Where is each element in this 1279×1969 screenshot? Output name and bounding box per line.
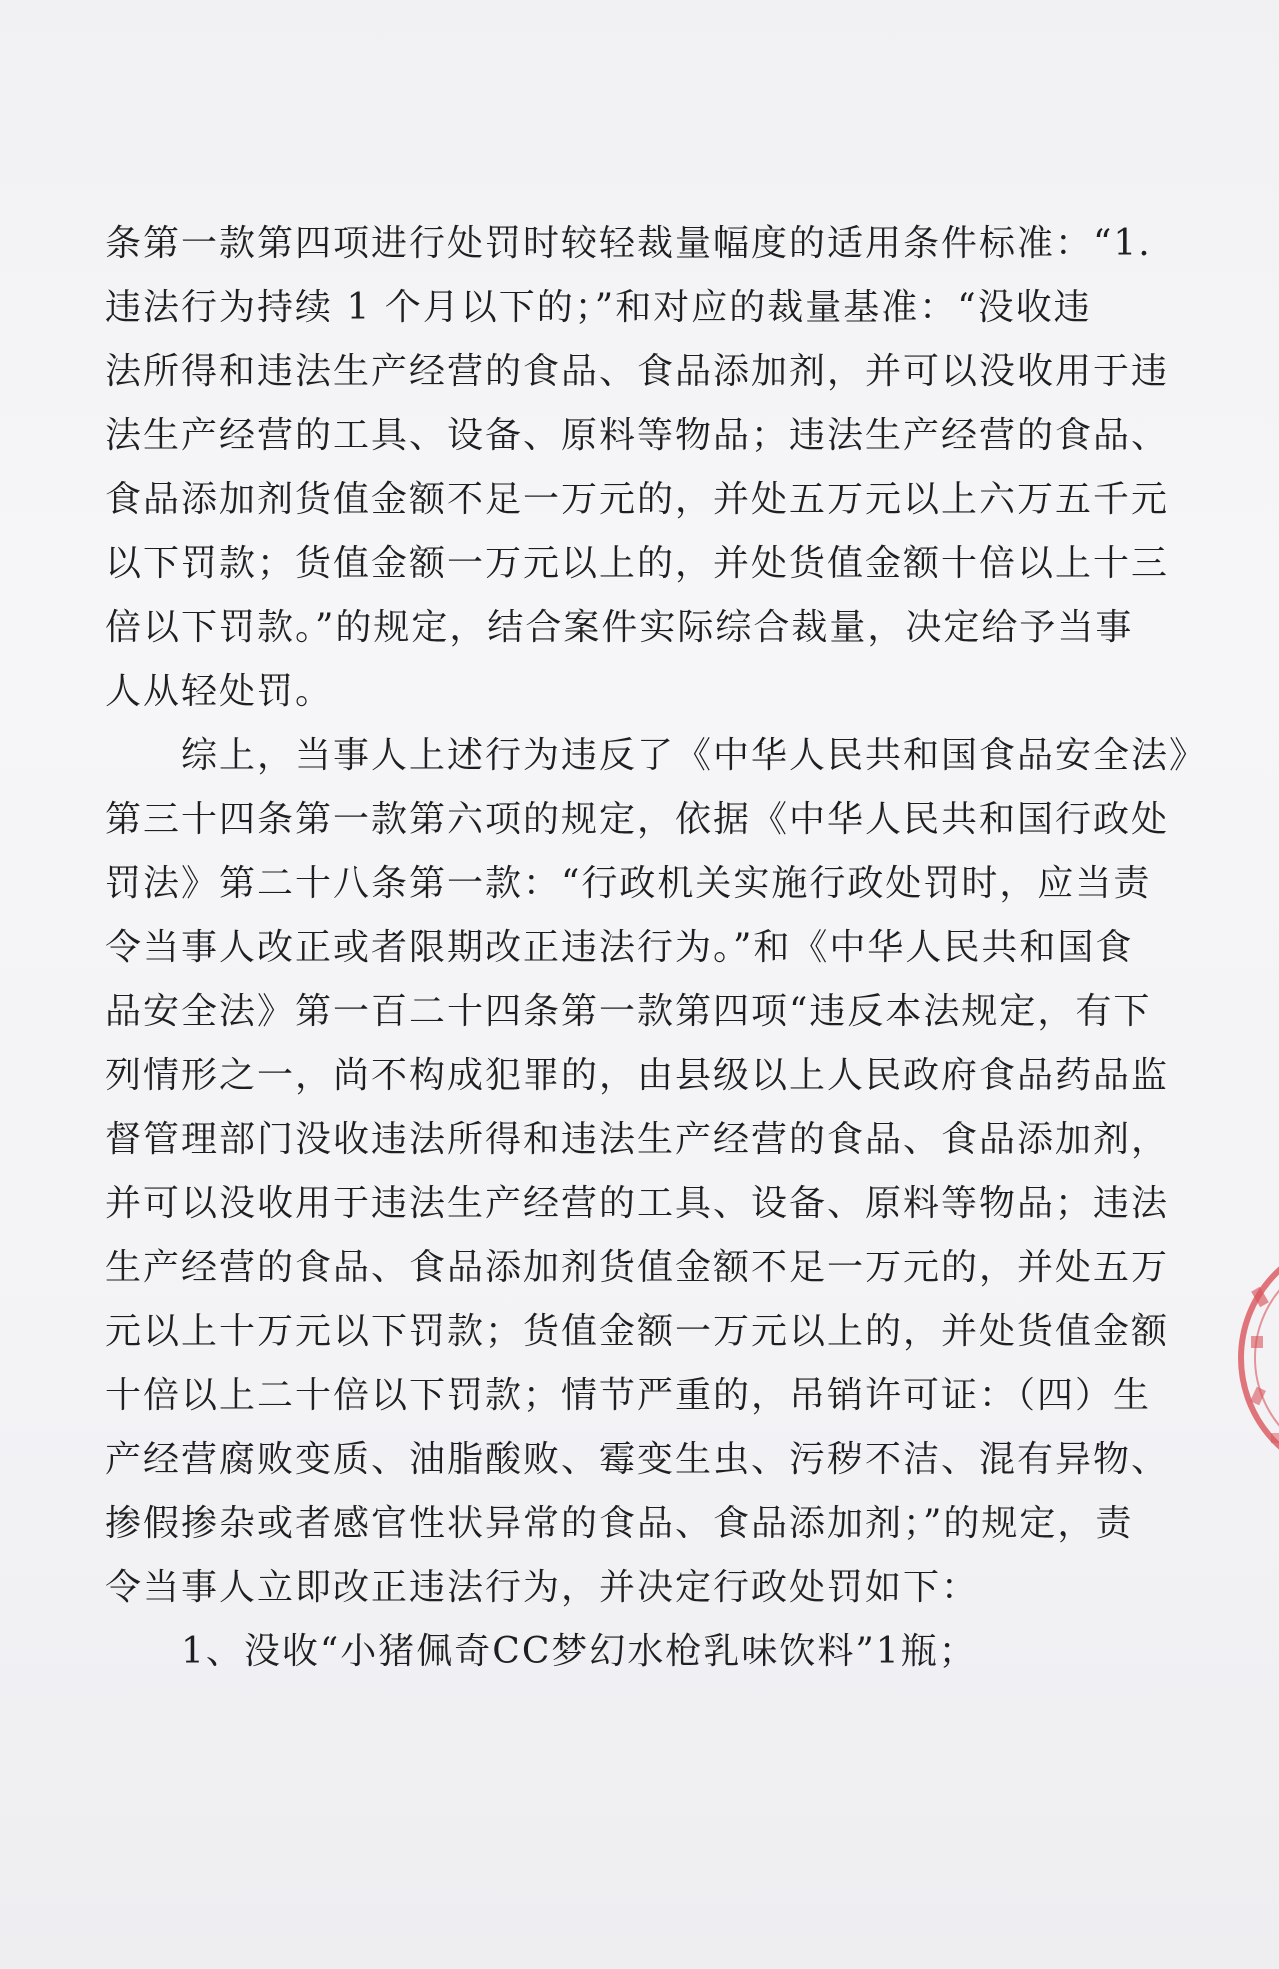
paragraph-start-line: 综上，当事人上述行为违反了《中华人民共和国食品安全法》: [181, 735, 1208, 776]
text-line: 令当事人立即改正违法行为，并决定行政处罚如下：: [105, 1567, 980, 1608]
text-line: 品安全法》第一百二十四条第一款第四项“违反本法规定，有下: [105, 991, 1152, 1032]
text-line: 督管理部门没收违法所得和违法生产经营的食品、食品添加剂，: [105, 1119, 1170, 1160]
text-line: 罚法》第二十八条第一款：“行政机关实施行政处罚时，应当责: [105, 863, 1152, 904]
text-line: 并可以没收用于违法生产经营的工具、设备、原料等物品；违法: [105, 1183, 1170, 1224]
text-line: 生产经营的食品、食品添加剂货值金额不足一万元的，并处五万: [105, 1247, 1170, 1288]
text-line: 条第一款第四项进行处罚时较轻裁量幅度的适用条件标准：“1.: [105, 223, 1152, 264]
text-line: 以下罚款；货值金额一万元以上的，并处货值金额十倍以上十三: [105, 543, 1170, 584]
text-line: 十倍以上二十倍以下罚款；情节严重的，吊销许可证：（四）生: [105, 1375, 1152, 1416]
text-line: 法生产经营的工具、设备、原料等物品；违法生产经营的食品、: [105, 415, 1170, 456]
text-line: 令当事人改正或者限期改正违法行为。”和《中华人民共和国食: [105, 927, 1134, 968]
document-body: [105, 212, 1208, 1684]
text-line: 法所得和违法生产经营的食品、食品添加剂，并可以没收用于违: [105, 351, 1170, 392]
text-line: 食品添加剂货值金额不足一万元的，并处五万元以上六万五千元: [105, 479, 1170, 520]
official-seal-edge: [1211, 1218, 1279, 1498]
text-line: 违法行为持续 1 个月以下的；”和对应的裁量基准：“没收违: [105, 287, 1092, 328]
text-line: 产经营腐败变质、油脂酸败、霉变生虫、污秽不洁、混有异物、: [105, 1439, 1170, 1480]
penalty-item-1: 1、没收“小猪佩奇CC梦幻水枪乳味饮料”1瓶；: [181, 1631, 977, 1672]
text-line: 掺假掺杂或者感官性状异常的食品、食品添加剂；”的规定，责: [105, 1503, 1134, 1544]
text-line: 列情形之一，尚不构成犯罪的，由县级以上人民政府食品药品监: [105, 1055, 1170, 1096]
text-line: 人从轻处罚。: [105, 671, 334, 712]
text-line: 第三十四条第一款第六项的规定，依据《中华人民共和国行政处: [105, 799, 1170, 840]
text-line: 元以上十万元以下罚款；货值金额一万元以上的，并处货值金额: [105, 1311, 1170, 1352]
text-line: 倍以下罚款。”的规定，结合案件实际综合裁量，决定给予当事: [105, 607, 1134, 648]
